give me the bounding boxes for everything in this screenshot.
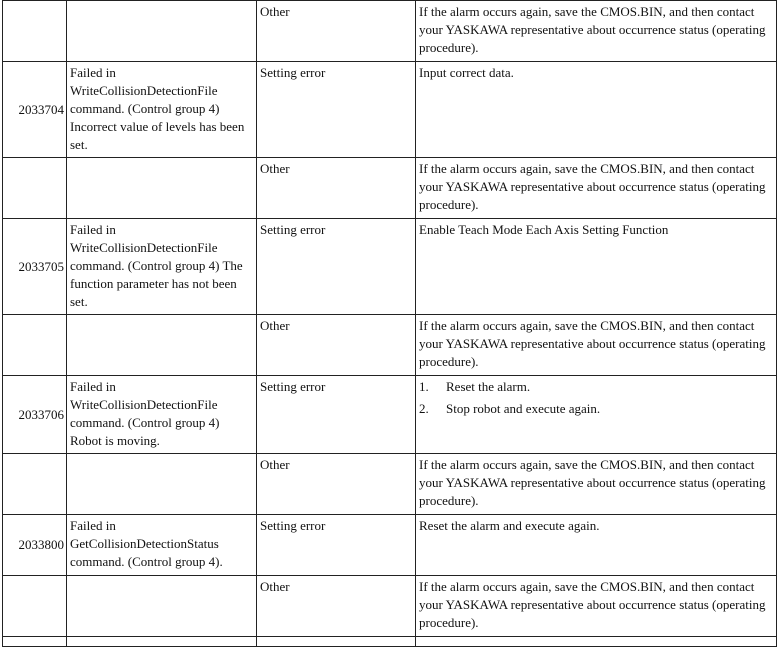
remedy-steps xyxy=(419,378,773,418)
alarm-description-cell: Failed in WriteCollisionDetectionFile command. (Control group 4) Robot is moving. xyxy=(67,376,257,454)
alarm-remedy-cell: Enable Teach Mode Each Axis Setting Function xyxy=(416,219,777,315)
table-row xyxy=(3,62,777,158)
alarm-code-cell xyxy=(3,576,67,637)
alarm-table xyxy=(2,0,777,647)
table-row xyxy=(3,576,777,637)
alarm-cause-cell xyxy=(257,637,416,647)
alarm-description-cell: Failed in WriteCollisionDetectionFile command. (Control group 4) Incorrect value of levels has been set. xyxy=(67,62,257,158)
table-row xyxy=(3,376,777,454)
alarm-code-cell: 2033704 xyxy=(3,62,67,158)
alarm-code-cell: 2033706 xyxy=(3,376,67,454)
alarm-remedy-cell: If the alarm occurs again, save the CMOS.BIN, and then contact your YASKAWA representative about occurrence status (operating procedure). xyxy=(416,315,777,376)
alarm-cause-cell: Other xyxy=(257,1,416,62)
alarm-description-cell: Failed in GetCollisionDetectionStatus command. (Control group 4). xyxy=(67,515,257,576)
alarm-code-cell: 2033705 xyxy=(3,219,67,315)
alarm-code-cell: 2033800 xyxy=(3,515,67,576)
alarm-description-cell xyxy=(67,315,257,376)
table-row xyxy=(3,158,777,219)
alarm-code-cell xyxy=(3,158,67,219)
alarm-remedy-cell: If the alarm occurs again, save the CMOS.BIN, and then contact your YASKAWA representative about occurrence status (operating procedure). xyxy=(416,454,777,515)
alarm-description-cell xyxy=(67,454,257,515)
alarm-description-cell xyxy=(67,1,257,62)
table-row xyxy=(3,454,777,515)
alarm-remedy-cell: If the alarm occurs again, save the CMOS.BIN, and then contact your YASKAWA representative about occurrence status (operating procedure). xyxy=(416,1,777,62)
alarm-remedy-cell: Input correct data. xyxy=(416,62,777,158)
alarm-cause-cell: Other xyxy=(257,315,416,376)
alarm-description-cell: Failed in WriteCollisionDetectionFile command. (Control group 4) The function parameter has not been set. xyxy=(67,219,257,315)
alarm-code-cell xyxy=(3,315,67,376)
alarm-cause-cell: Setting error xyxy=(257,219,416,315)
alarm-code-cell xyxy=(3,637,67,647)
alarm-description-cell xyxy=(67,158,257,219)
remedy-step xyxy=(419,378,773,396)
alarm-remedy-cell: If the alarm occurs again, save the CMOS.BIN, and then contact your YASKAWA representative about occurrence status (operating procedure). xyxy=(416,158,777,219)
alarm-cause-cell: Other xyxy=(257,158,416,219)
alarm-cause-cell: Other xyxy=(257,454,416,515)
alarm-description-cell xyxy=(67,576,257,637)
table-row xyxy=(3,1,777,62)
alarm-remedy-cell: Reset the alarm and execute again. xyxy=(416,515,777,576)
alarm-cause-cell: Setting error xyxy=(257,515,416,576)
step-number: 2. xyxy=(419,401,429,416)
alarm-description-cell xyxy=(67,637,257,647)
alarm-code-cell xyxy=(3,1,67,62)
remedy-step xyxy=(419,400,773,418)
alarm-remedy-cell xyxy=(416,376,777,454)
alarm-cause-cell: Other xyxy=(257,576,416,637)
alarm-cause-cell: Setting error xyxy=(257,62,416,158)
alarm-remedy-cell xyxy=(416,637,777,647)
table-row xyxy=(3,637,777,647)
table-row xyxy=(3,219,777,315)
alarm-cause-cell: Setting error xyxy=(257,376,416,454)
step-text: Stop robot and execute again. xyxy=(446,401,601,416)
table-row xyxy=(3,515,777,576)
table-row xyxy=(3,315,777,376)
alarm-remedy-cell: If the alarm occurs again, save the CMOS.BIN, and then contact your YASKAWA representative about occurrence status (operating procedure). xyxy=(416,576,777,637)
step-text: Reset the alarm. xyxy=(446,379,531,394)
alarm-code-cell xyxy=(3,454,67,515)
step-number: 1. xyxy=(419,379,429,394)
